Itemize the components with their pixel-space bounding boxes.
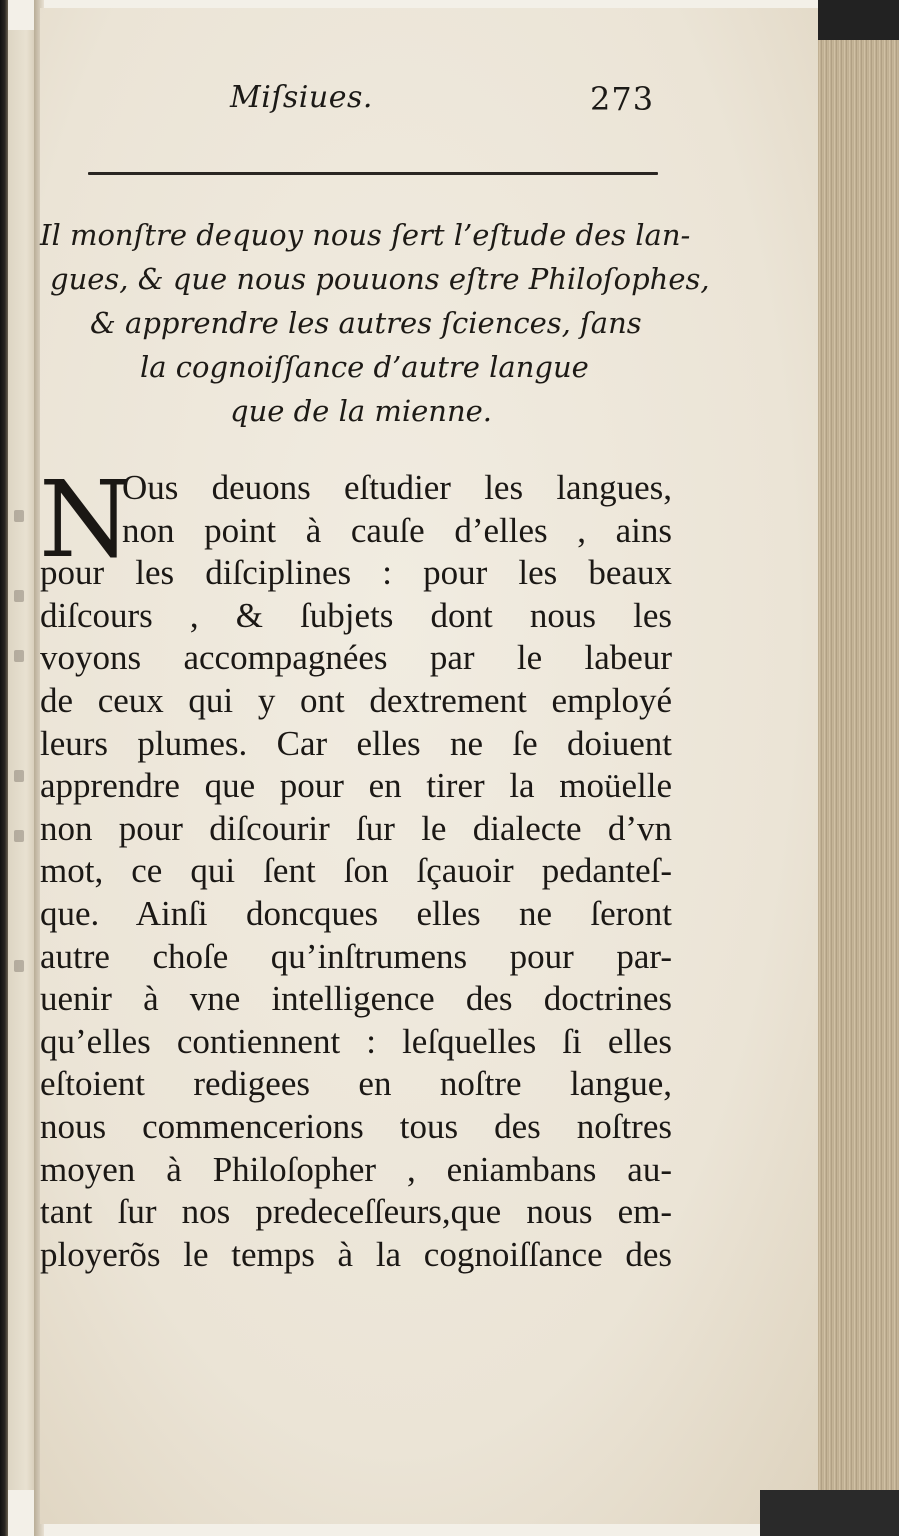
body-line: voyons accompagnées par le labeur	[40, 638, 672, 678]
body-line: eſtoient redigees en noſtre langue,	[40, 1064, 672, 1104]
body-line: apprendre que pour en tirer la moüelle	[40, 766, 672, 806]
body-line: moyen à Philoſopher , eniambans au-	[40, 1149, 672, 1189]
body-line: nous commencerions tous des noſtres	[40, 1106, 672, 1146]
dark-corner-bottom	[760, 1490, 899, 1536]
summary-line: que de la mienne.	[230, 394, 493, 428]
body-line: que. Ainſi doncques elles ne ſeront	[40, 893, 672, 933]
body-line: ployerõs le temps à la cognoiſſance des	[40, 1234, 672, 1274]
running-head: Miſsiues.	[230, 80, 373, 115]
bleed-mark	[14, 650, 24, 662]
body-line: Ous deuons eſtudier les langues,	[122, 468, 672, 507]
bleed-mark	[14, 770, 24, 782]
summary-line: & apprendre les autres ſciences, ſans	[90, 306, 642, 340]
summary-line: gues, & que nous pouuons eſtre Philoſophes,	[50, 262, 710, 296]
body-line: pour les diſciplines : pour les beaux	[40, 553, 672, 593]
header-rule	[88, 172, 658, 175]
body-line: non point à cauſe d’elles , ains	[122, 510, 672, 550]
body-line: autre choſe qu’inſtrumens pour par-	[40, 936, 672, 976]
chapter-summary	[40, 213, 710, 433]
body-line: non pour diſcourir ſur le dialecte d’vn	[40, 808, 672, 848]
summary-line: la cognoiſſance d’autre langue	[140, 350, 589, 384]
summary-line: Il monſtre dequoy nous ſert l’eſtude des lan-	[40, 218, 691, 252]
bleed-mark	[14, 960, 24, 972]
body-line: diſcours , & ſubjets dont nous les	[40, 595, 672, 635]
book-left-edge	[0, 0, 8, 1536]
body-line: uenir à vne intelligence des doctrines	[40, 979, 672, 1019]
bleed-mark	[14, 830, 24, 842]
drop-cap: N	[39, 458, 132, 581]
body-text	[39, 458, 672, 1276]
body-line: leurs plumes. Car elles ne ſe doiuent	[40, 723, 672, 763]
page-fore-edge	[818, 0, 899, 1536]
body-line: de ceux qui y ont dextrement employé	[40, 680, 672, 720]
dark-corner-top	[818, 0, 899, 40]
page-number: 273	[590, 80, 655, 118]
bleed-mark	[14, 510, 24, 522]
bleed-mark	[14, 590, 24, 602]
body-line: tant ſur nos predeceſſeurs,que nous em-	[40, 1192, 672, 1232]
facing-page-strip	[8, 30, 34, 1490]
body-line: qu’elles contiennent : leſquelles ſi elles	[40, 1021, 672, 1061]
body-line: mot, ce qui ſent ſon ſçauoir pedanteſ-	[40, 851, 672, 891]
